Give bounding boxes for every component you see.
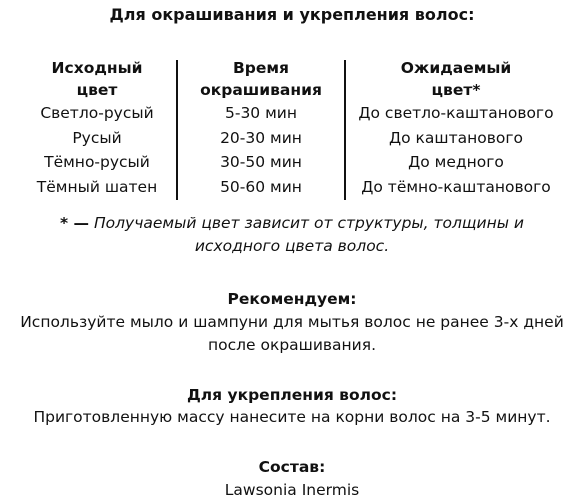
footnote-line-2: исходного цвета волос.	[194, 237, 390, 255]
table-cell: До медного	[408, 153, 504, 171]
recommend-text	[0, 311, 584, 357]
table-cell: До светло-каштанового	[358, 104, 554, 122]
column-expected-color	[346, 57, 566, 200]
strengthen-text: Приготовленную массу нанесите на корни волос на 3-5 минут.	[33, 408, 551, 426]
table-cell: До тёмно-каштанового	[361, 177, 551, 196]
strengthen-title: Для укрепления волос:	[186, 386, 398, 404]
footnote-line-1: Получаемый цвет зависит от структуры, толщины и	[93, 214, 524, 232]
header-coloring-time: Время окрашивания	[200, 59, 322, 99]
table-cell: 20-30 мин	[220, 128, 302, 147]
column-coloring-time	[178, 57, 344, 200]
composition-text: Lawsonia Inermis	[224, 481, 360, 499]
table-cell: 5-30 мин	[224, 104, 297, 122]
footnote-marker: * —	[60, 214, 90, 232]
recommend-line-1: Используйте мыло и шампуни для мытья волос не ранее 3-х дней	[20, 313, 564, 331]
table-cell: До каштанового	[389, 128, 523, 147]
header-expected-color: Ожидаемый цвет*	[400, 59, 512, 99]
table-cell: Русый	[72, 128, 122, 147]
table-cell: Тёмно-русый	[44, 153, 150, 171]
page-title: Для окрашивания и укрепления волос:	[109, 5, 475, 24]
header-original-color: Исходный цвет	[51, 59, 143, 99]
footnote	[0, 212, 584, 258]
composition-title: Состав:	[258, 458, 326, 476]
recommend-line-2: после окрашивания.	[207, 336, 377, 354]
coloring-table	[18, 57, 566, 200]
column-original-color	[18, 57, 176, 200]
table-cell: 30-50 мин	[220, 153, 302, 171]
table-cell: Светло-русый	[40, 104, 154, 122]
recommend-title: Рекомендуем:	[227, 290, 357, 308]
table-cell: 50-60 мин	[220, 177, 302, 196]
table-cell: Тёмный шатен	[36, 177, 158, 196]
